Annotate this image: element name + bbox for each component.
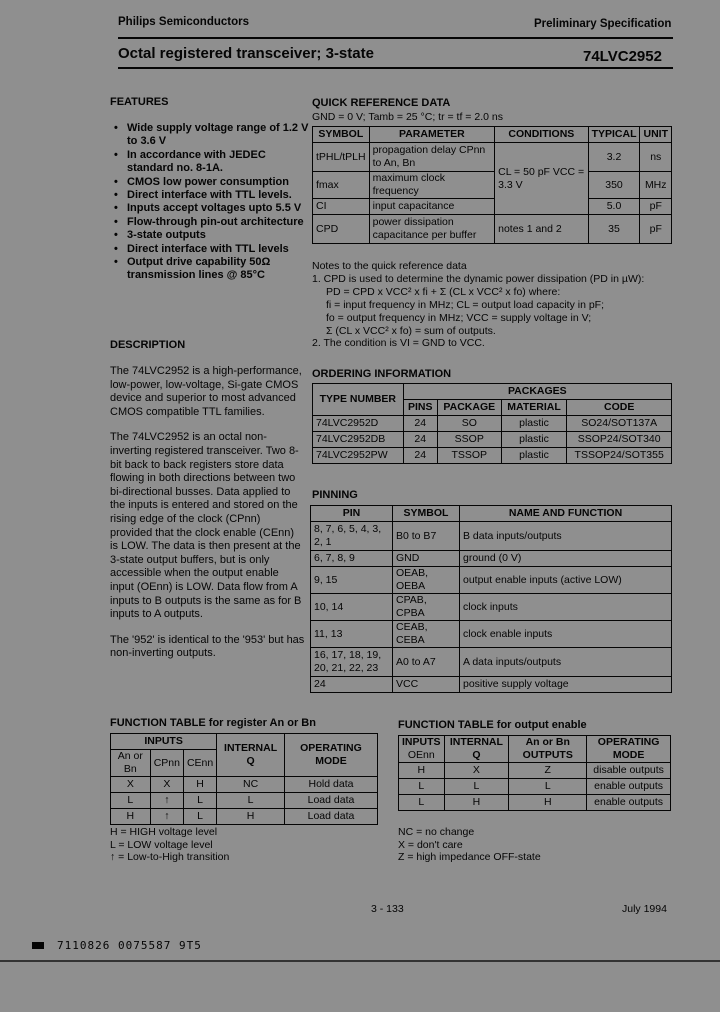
table-row: 74LVC2952DB 24 SSOP plastic SSOP24/SOT340 [313,432,672,448]
note-1-line-c: fo = output frequency in MHz; VCC = supply voltage in V; [326,311,592,324]
column-header: An or Bn OUTPUTS [509,736,587,763]
description-body [110,365,305,673]
column-header: CEnn [183,750,216,777]
list-item: • Inputs accept voltages upto 5.5 V [114,202,302,215]
list-item: • Flow-through pin-out architecture [114,215,304,228]
publication-date: July 1994 [622,903,667,915]
pinning-table [310,505,672,693]
column-header: INTERNAL Q [444,736,509,763]
table-row: L ↑ L L Load data [111,793,378,809]
column-header: UNIT [640,127,672,143]
column-header: PACKAGE [437,400,501,416]
column-header: CODE [567,400,672,416]
quick-ref-table [312,126,672,244]
table-row: L H H enable outputs [399,795,671,811]
column-header: CPnn [150,750,183,777]
pinning-heading: PINNING [312,489,358,501]
company-name: Philips Semiconductors [118,16,249,28]
column-header: TYPE NUMBER [313,384,404,416]
description-paragraph-3: The '952' is identical to the '953' but has non-inverting outputs. [110,633,305,660]
description-heading: DESCRIPTION [110,339,186,351]
quick-ref-conditions: GND = 0 V; Tamb = 25 °C; tr = tf = 2.0 ns [312,111,503,123]
ordering-heading: ORDERING INFORMATION [312,368,452,380]
table-row: H X Z disable outputs [399,763,671,779]
column-header: PACKAGES [403,384,671,400]
description-paragraph-1: The 74LVC2952 is a high-performance, low-power, low-voltage, Si-gate CMOS device and superior to most advanced CMOS compatible TTL families. [110,365,302,418]
note-1-line-b: fi = input frequency in MHz; CL = output load capacity in pF; [326,298,605,311]
table-row: H ↑ L H Load data [111,809,378,825]
function-table-2-heading: FUNCTION TABLE for output enable [398,719,587,731]
table-row: fmax maximum clock frequency 350 MHz [313,172,672,199]
list-item: • Direct interface with TTL levels [114,242,289,255]
table-row: CPD power dissipation capacitance per buffer notes 1 and 2 35 pF [313,215,672,244]
note-2: 2. The condition is VI = GND to VCC. [312,337,485,350]
column-header: SYMBOL [393,506,460,522]
header-rule-top [118,37,673,39]
quick-ref-heading: QUICK REFERENCE DATA [312,97,451,109]
table-row: CI input capacitance 5.0 pF [313,199,672,215]
list-item: • CMOS low power consumption [114,175,289,188]
column-header: INPUTS [111,734,217,750]
list-item: • 3-state outputs [114,229,206,242]
note-1: 1. CPD is used to determine the dynamic power dissipation (PD in µW): [312,272,645,285]
table-row: 11, 13 CEAB, CEBA clock enable inputs [311,621,672,648]
page-title: Octal registered transceiver; 3-state [118,45,374,62]
part-number: 74LVC2952 [583,48,662,65]
function-table-2-legend: NC = no change X = don't care Z = high impedance OFF-state [398,826,541,864]
list-item: • Direct interface with TTL levels. [114,189,292,202]
table-row: 6, 7, 8, 9 GND ground (0 V) [311,551,672,567]
table-row: 24 VCC positive supply voltage [311,677,672,693]
notes-heading: Notes to the quick reference data [312,260,467,272]
ordering-table [312,383,672,464]
column-header: INTERNAL Q [217,734,285,777]
list-item: • In accordance with JEDEC standard no. 8-1A. [114,148,266,175]
table-row: 16, 17, 18, 19, 20, 21, 22, 23 A0 to A7 A data inputs/outputs [311,648,672,677]
function-table-1-heading: FUNCTION TABLE for register An or Bn [110,717,316,729]
table-row: 74LVC2952PW 24 TSSOP plastic TSSOP24/SOT355 [313,448,672,464]
note-1-line-d: Σ (CL x VCC² x fo) = sum of outputs. [326,324,496,337]
table-row: L L L enable outputs [399,779,671,795]
column-header: OPERATING MODE [587,736,671,763]
function-table-1-legend: H = HIGH voltage level L = LOW voltage level ↑ = Low-to-High transition [110,826,230,864]
page-number: 3 - 133 [371,903,404,915]
spec-status: Preliminary Specification [534,18,672,30]
barcode-number: 7110826 0075587 9T5 [57,939,202,952]
list-item: • Wide supply voltage range of 1.2 V to 3.6 V [114,122,309,148]
function-table-register [110,733,378,825]
features-list [110,122,315,283]
header-rule-bottom [118,67,673,69]
table-row: 8, 7, 6, 5, 4, 3, 2, 1 B0 to B7 B data inputs/outputs [311,522,672,551]
column-header: SYMBOL [313,127,370,143]
barcode-mark [32,942,44,949]
column-header: INPUTS OEnn [399,736,445,763]
column-header: An or Bn [111,750,151,777]
column-header: NAME AND FUNCTION [460,506,672,522]
column-header: PINS [403,400,437,416]
table-row: 74LVC2952D 24 SO plastic SO24/SOT137A [313,416,672,432]
footer-rule [0,960,720,962]
features-heading: FEATURES [110,96,169,108]
column-header: TYPICAL [588,127,640,143]
table-row: tPHL/tPLH propagation delay CPnn to An, Bn CL = 50 pF VCC = 3.3 V 3.2 ns [313,143,672,172]
function-table-output-enable [398,735,671,811]
description-paragraph-2: The 74LVC2952 is an octal non-inverting registered transceiver. Two 8-bit back to back registers store data flowing in both directions between two bi-directional busses. Data applied to the inputs is entered and stored on the rising edge of the clock (CPnn) provided that the clock enable (CEnn) is LOW. The data is then present at the 3-state output buffers, but is only accessible when the output enable input (OEnn) is LOW. Data flow from A inputs to B outputs is the same as for B inputs to A outputs. [110,431,302,621]
column-header: PIN [311,506,393,522]
column-header: OPERATING MODE [284,734,377,777]
column-header: PARAMETER [369,127,495,143]
column-header: MATERIAL [501,400,567,416]
table-row: 10, 14 CPAB, CPBA clock inputs [311,594,672,621]
column-header: CONDITIONS [495,127,588,143]
table-row: X X H NC Hold data [111,777,378,793]
table-row: 9, 15 OEAB, OEBA output enable inputs (active LOW) [311,567,672,594]
quick-ref-notes [312,260,672,350]
note-1-formula: PD = CPD x VCC² x fi + Σ (CL x VCC² x fo) where: [326,285,561,298]
list-item: • Output drive capability 50Ω transmission lines @ 85°C [114,256,271,282]
